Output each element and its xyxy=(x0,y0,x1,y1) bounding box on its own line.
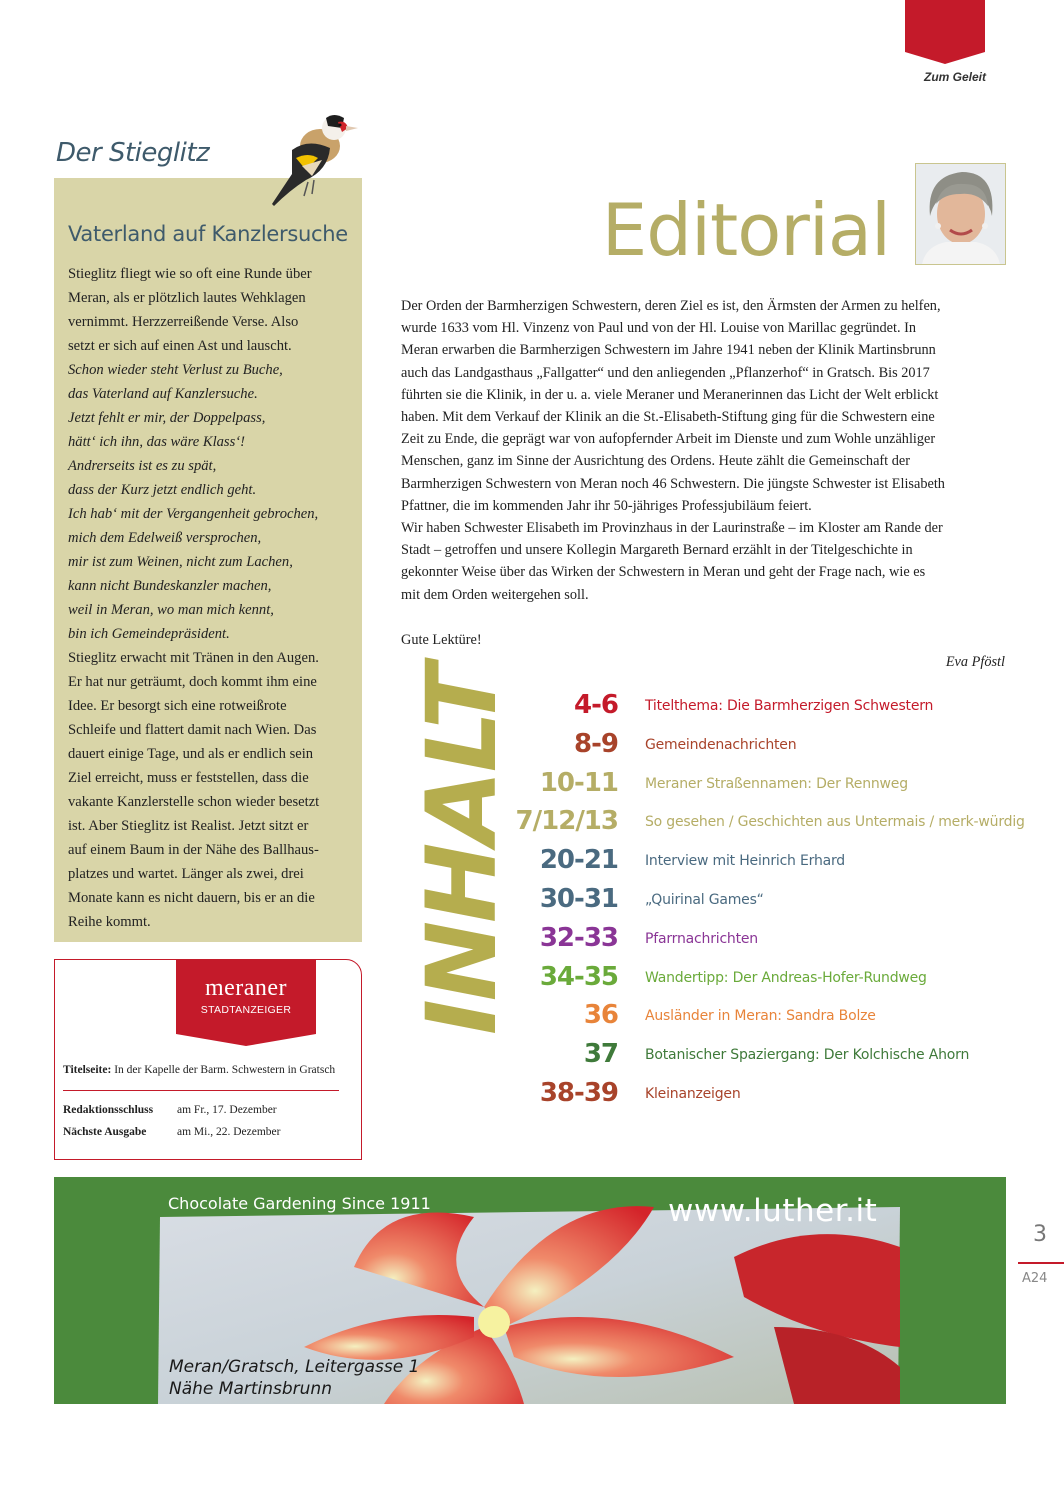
stieglitz-line: Er hat nur geträumt, doch kommt ihm eine xyxy=(68,674,317,690)
editorial-line: führten sie die Klinik, in der u. a. viele Meraner und Meranerinnen das Licht der Welt erblickt xyxy=(401,386,939,403)
stieglitz-line: ist. Aber Stieglitz ist Realist. Jetzt sitzt er xyxy=(68,818,309,834)
toc-pages: 20-21 xyxy=(539,845,618,876)
stieglitz-line: dauert einige Tage, und als er endlich sein xyxy=(68,746,314,762)
page-code: A24 xyxy=(1022,1271,1048,1286)
stieglitz-line: weil in Meran, wo man mich kennt, xyxy=(68,602,274,618)
stieglitz-line: Andrerseits ist es zu spät, xyxy=(68,458,217,474)
goldfinch-icon xyxy=(262,108,358,208)
cover-text: In der Kapelle der Barm. Schwestern in Gratsch xyxy=(114,1064,336,1076)
impressum-value: am Mi., 22. Dezember xyxy=(177,1126,281,1138)
stieglitz-line: Ziel erreicht, muss er feststellen, dass die xyxy=(68,770,309,786)
toc-item[interactable] xyxy=(470,962,1060,994)
editorial-line: gekonnter Weise über das Wirken der Schwestern in Meran und geht der Frage nach, wie es xyxy=(401,564,926,581)
editorial-line: Der Orden der Barmherzigen Schwestern, deren Ziel es ist, den Ärmsten der Armen zu helfen, xyxy=(401,298,941,314)
editorial-line: Barmherzigen Schwestern von Meran noch 46 Schwestern. Die jüngste Schwester ist Elisabeth xyxy=(401,475,945,492)
editorial-line: wurde 1633 vom Hl. Vinzenz von Paul und von der Hl. Louise von Marillac gegründet. In xyxy=(401,320,917,337)
toc-pages: 7/12/13 xyxy=(515,806,618,837)
toc-pages: 32-33 xyxy=(539,922,618,953)
ad-address-line: Meran/Gratsch, Leitergasse 1 xyxy=(169,1357,420,1377)
ad-url-link[interactable]: www.luther.it xyxy=(668,1193,878,1229)
editorial-body xyxy=(401,295,1007,606)
editorial-line: Pfattner, die im kommenden Jahr ihr 50-jähriges Professjubiläum feiert. xyxy=(401,497,812,514)
stieglitz-line: platzes und wartet. Länger als zwei, drei xyxy=(68,866,304,882)
impressum-value: am Fr., 17. Dezember xyxy=(177,1104,277,1116)
editorial-author: Eva Pföstl xyxy=(945,654,1005,670)
editorial-greeting: Gute Lektüre! xyxy=(401,632,482,648)
cover-caption xyxy=(63,1064,358,1076)
toc-title: Botanischer Spaziergang: Der Kolchische Ahorn xyxy=(645,1047,970,1064)
stieglitz-line: Schon wieder steht Verlust zu Buche, xyxy=(68,362,283,378)
toc-item[interactable] xyxy=(470,729,1060,761)
impressum-row xyxy=(63,1126,358,1142)
stieglitz-line: setzt er sich auf einen Ast und lauscht. xyxy=(68,338,292,354)
stieglitz-line: mich dem Edelweiß versprochen, xyxy=(68,530,262,546)
toc-title: Kleinanzeigen xyxy=(645,1086,741,1102)
toc-title: So gesehen / Geschichten aus Untermais / merk-würdig xyxy=(645,814,1025,831)
toc-title: Gemeindenachrichten xyxy=(645,736,797,753)
stieglitz-line: vernimmt. Herzzerreißende Verse. Also xyxy=(68,314,299,330)
inhalt-heading: INHALT xyxy=(406,665,518,1035)
stieglitz-line: bin ich Gemeindepräsident. xyxy=(68,626,230,642)
toc-title: Interview mit Heinrich Erhard xyxy=(645,853,845,870)
toc-title: Ausländer in Meran: Sandra Bolze xyxy=(645,1008,876,1025)
toc-pages: 34-35 xyxy=(539,961,618,992)
stadtanzeiger-logo xyxy=(176,960,316,1046)
editorial-line: haben. Mit dem Verkauf der Klinik an die St.-Elisabeth-Stiftung ging für die Schwestern eine xyxy=(401,409,935,426)
section-label: Zum Geleit xyxy=(923,70,986,84)
editorial-line: Zeit zu Ende, die geprägt war von aufopfernder Arbeit im Dienste und zum Wohle unzähliger xyxy=(401,431,936,448)
page-number-rule xyxy=(1018,1262,1064,1264)
toc-item[interactable] xyxy=(470,806,1060,838)
author-portrait xyxy=(915,163,1006,265)
toc-item[interactable] xyxy=(470,923,1060,955)
cover-label: Titelseite: xyxy=(63,1064,112,1076)
stieglitz-line: Jetzt fehlt er mir, der Doppelpass, xyxy=(68,410,266,426)
impressum-row xyxy=(63,1104,358,1120)
stieglitz-line: Stieglitz fliegt wie so oft eine Runde über xyxy=(68,266,312,282)
toc-item[interactable] xyxy=(470,1039,1060,1071)
stieglitz-line: vakante Kanzlerstelle schon wieder besetzt xyxy=(68,794,320,810)
stieglitz-subtitle: Vaterland auf Kanzlersuche xyxy=(68,222,348,246)
stieglitz-line: Ich hab‘ mit der Vergangenheit gebrochen, xyxy=(68,506,319,522)
editorial-title: Editorial xyxy=(601,188,890,272)
ad-address-line: Nähe Martinsbrunn xyxy=(169,1379,332,1399)
editorial-line: Wir haben Schwester Elisabeth im Provinzhaus in der Laurinstraße – im Kloster am Rande der xyxy=(401,520,943,537)
toc-title: Wandertipp: Der Andreas-Hofer-Rundweg xyxy=(645,969,927,986)
editorial-line: Meran erwarben die Barmherzigen Schwestern im Jahre 1941 neben der Klinik Martinsbrunn xyxy=(401,342,936,359)
stieglitz-line: Reihe kommt. xyxy=(68,914,151,930)
toc-title: Titelthema: Die Barmherzigen Schwestern xyxy=(645,698,934,714)
toc-item[interactable] xyxy=(470,884,1060,916)
impressum-divider xyxy=(63,1090,339,1091)
toc-title: „Quirinal Games“ xyxy=(645,892,764,908)
toc-title: Meraner Straßennamen: Der Rennweg xyxy=(645,775,908,792)
editorial-line: Stadt – getroffen und unsere Kollegin Margareth Bernard erzählt in der Titelgeschichte in xyxy=(401,542,913,559)
stieglitz-line: mir ist zum Weinen, nicht zum Lachen, xyxy=(68,554,293,570)
editorial-line: auch das Landgasthaus „Fallgatter“ und den anliegenden „Pflanzerhof“ in Gratsch. Bis 2017 xyxy=(401,364,930,381)
portrait-image xyxy=(916,164,1005,264)
ad-address xyxy=(169,1356,419,1400)
toc-item[interactable] xyxy=(470,1000,1060,1032)
page-number: 3 xyxy=(1033,1222,1047,1247)
stieglitz-line: Meran, als er plötzlich lautes Wehklagen xyxy=(68,290,306,306)
stieglitz-line: auf einem Baum in der Nähe des Ballhaus- xyxy=(68,842,319,858)
impressum-label: Redaktionsschluss xyxy=(63,1104,154,1116)
toc-pages: 4-6 xyxy=(574,690,618,720)
stieglitz-line: Stieglitz erwacht mit Tränen in den Augen. xyxy=(68,650,319,666)
stieglitz-line: dass der Kurz jetzt endlich geht. xyxy=(68,482,257,498)
logo-subline: STADTANZEIGER xyxy=(200,1004,292,1016)
toc-item[interactable] xyxy=(470,1078,1060,1110)
toc-pages: 8-9 xyxy=(574,728,618,759)
ad-slogan: Chocolate Gardening Since 1911 xyxy=(168,1194,431,1213)
stieglitz-line: Idee. Er besorgt sich eine rotweißrote xyxy=(68,698,287,714)
editorial-line: mit dem Orden weitergehen soll. xyxy=(401,586,589,603)
toc-title: Pfarrnachrichten xyxy=(645,930,758,947)
toc-pages: 36 xyxy=(583,1000,618,1031)
toc-item[interactable] xyxy=(470,690,1060,722)
toc-pages: 10-11 xyxy=(539,767,618,798)
stieglitz-title: Der Stieglitz xyxy=(56,138,210,168)
stieglitz-line: kann nicht Bundeskanzler machen, xyxy=(68,578,272,594)
stieglitz-text xyxy=(68,262,353,934)
toc-item[interactable] xyxy=(470,845,1060,877)
stieglitz-line: Monate kann es nicht dauern, bis er an die xyxy=(68,890,315,906)
toc-pages: 37 xyxy=(583,1039,618,1070)
toc-pages: 30-31 xyxy=(539,884,618,914)
editorial-line: Menschen, ganz im Sinne der Ausrichtung des Ordens. Heute zählt die Gemeinschaft der xyxy=(401,453,910,470)
stieglitz-line: hätt‘ ich ihn, das wäre Klass‘! xyxy=(68,434,246,450)
impressum-label: Nächste Ausgabe xyxy=(63,1126,147,1138)
section-tab xyxy=(905,0,985,64)
toc-item[interactable] xyxy=(470,768,1060,800)
toc-pages: 38-39 xyxy=(539,1078,618,1108)
logo-wordmark: meraner xyxy=(204,975,288,1001)
stieglitz-line: das Vaterland auf Kanzlersuche. xyxy=(68,386,258,402)
stieglitz-line: Schleife und flattert damit nach Wien. Das xyxy=(68,722,317,738)
